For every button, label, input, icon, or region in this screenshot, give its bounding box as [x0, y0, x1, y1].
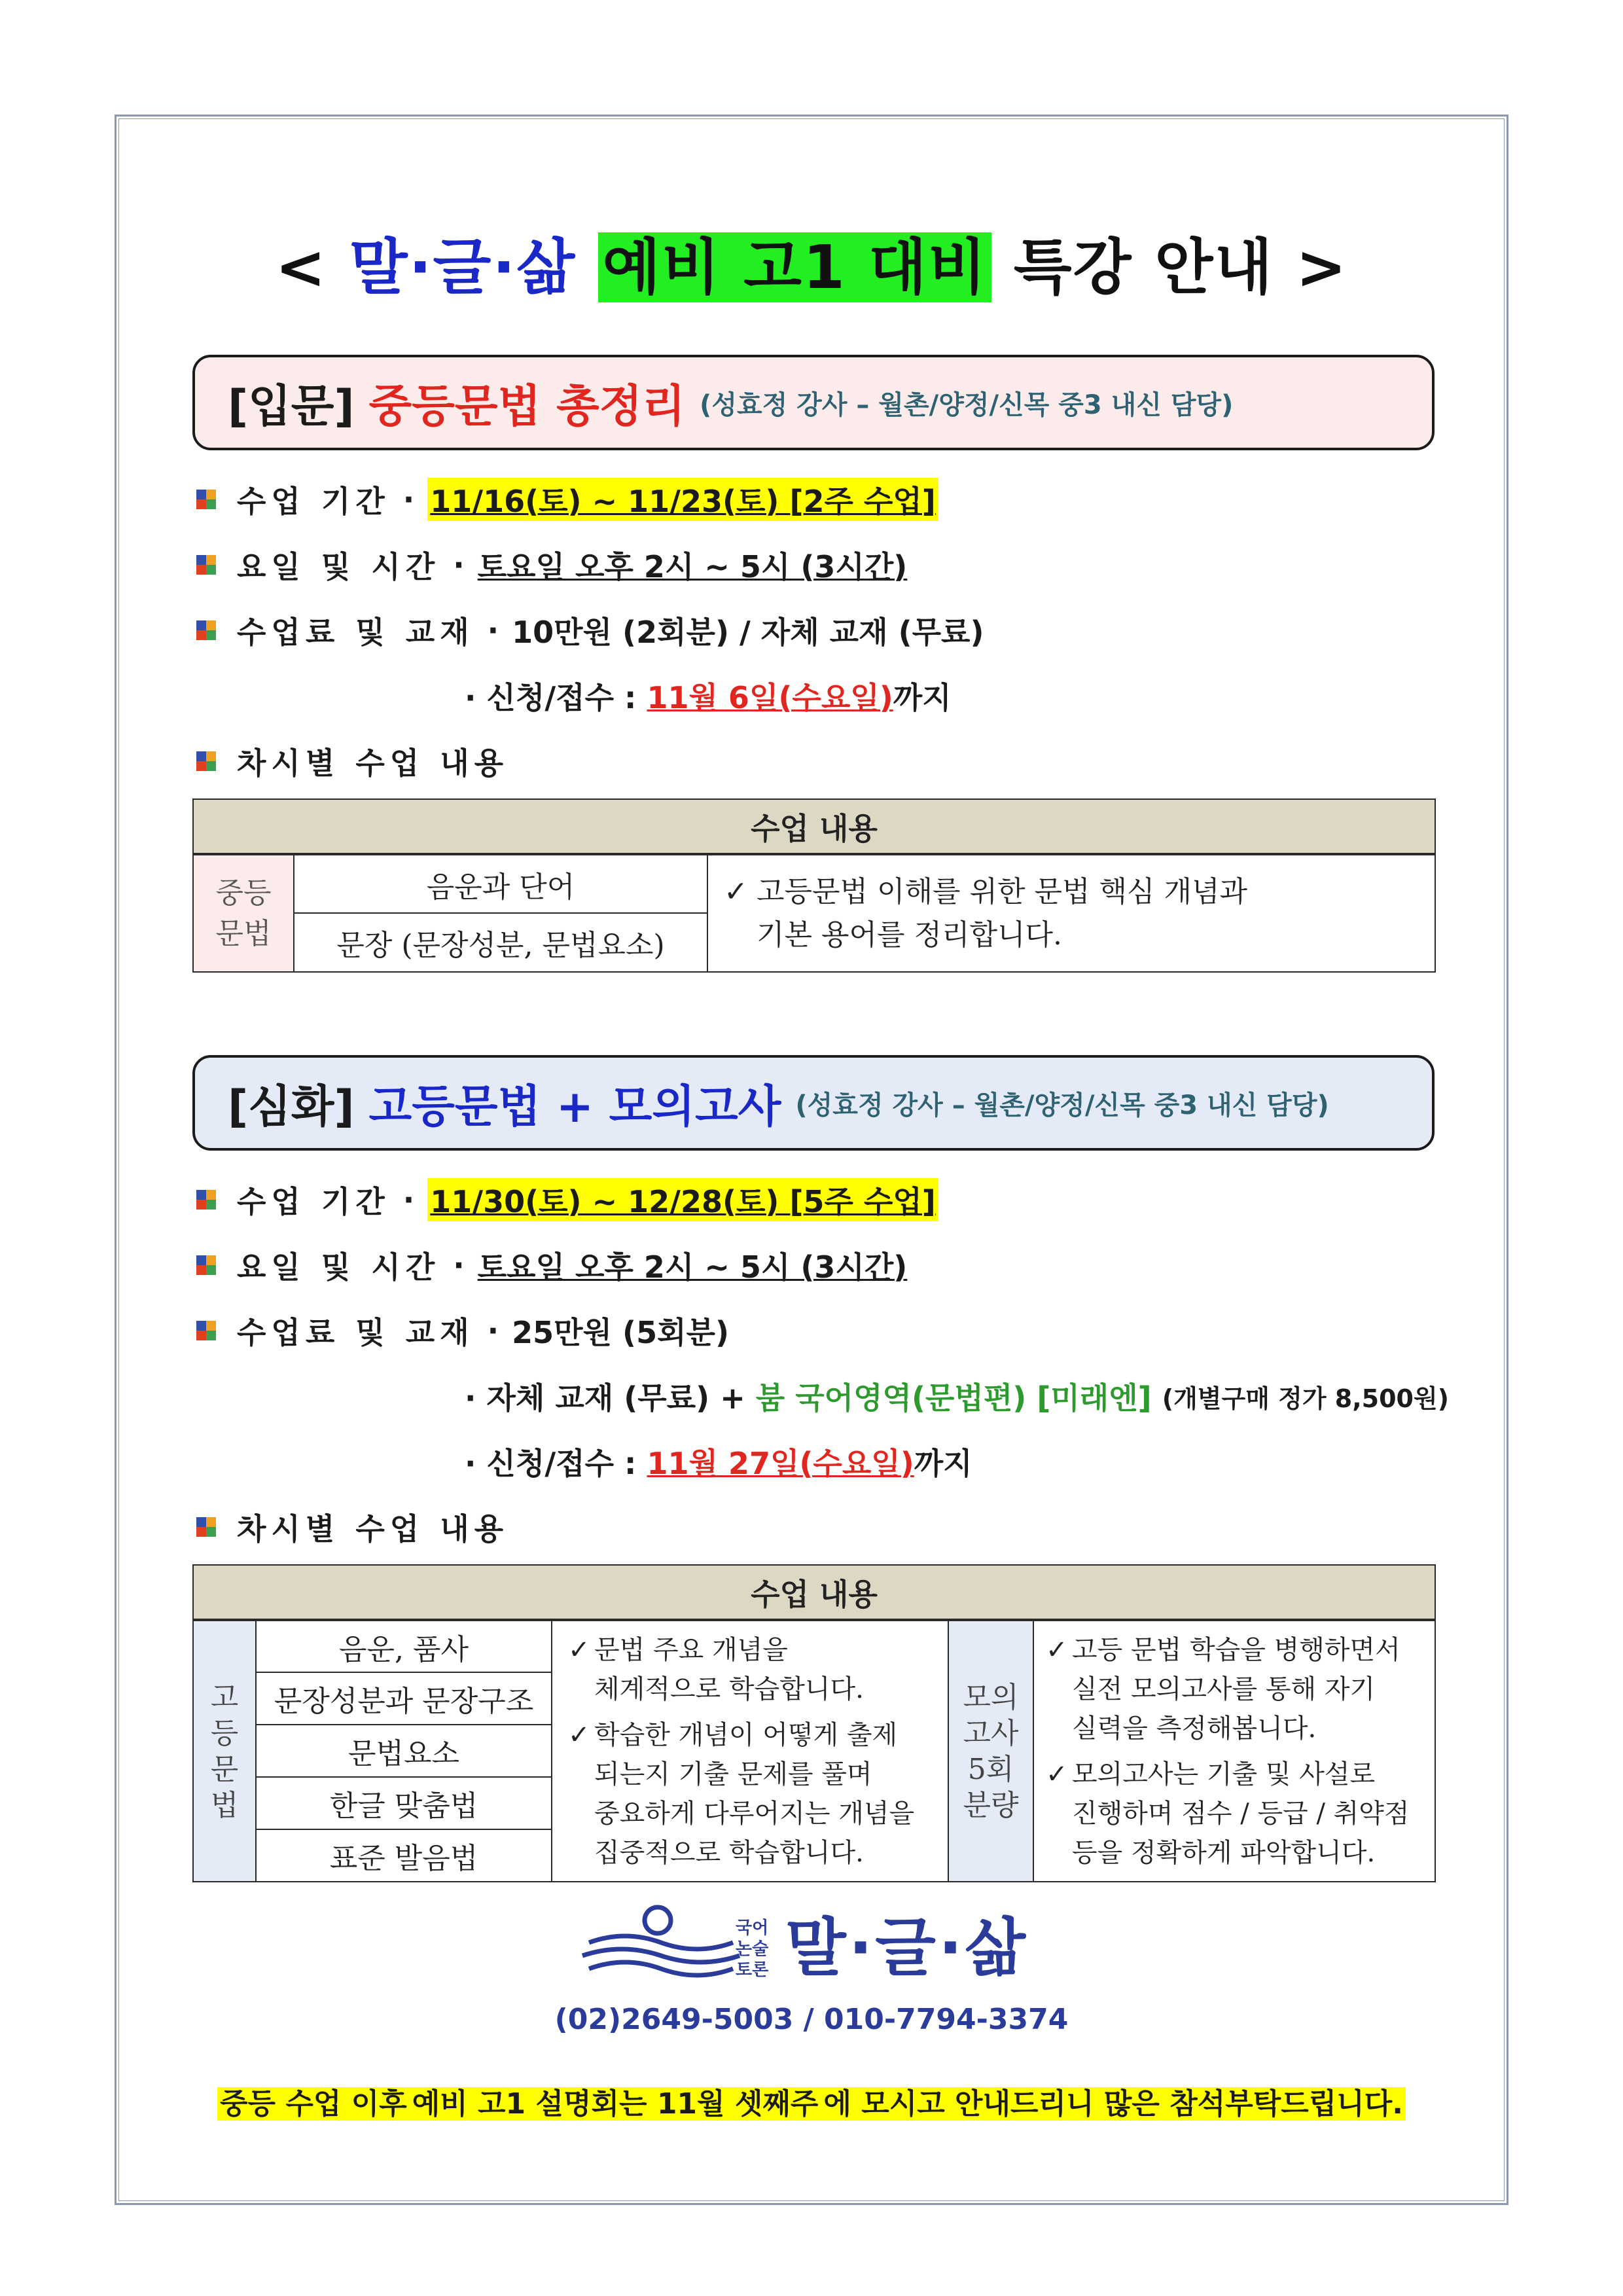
section1-period-row — [196, 476, 938, 522]
section2-content-label: 차시별 수업 내용 — [237, 1511, 509, 1547]
desc-line: 중요하게 다루어지는 개념을 — [594, 1798, 915, 1829]
section2-table-side — [193, 1620, 256, 1882]
section1-table-side — [193, 854, 294, 972]
mock-line: 5회 — [967, 1752, 1014, 1786]
logo-name: 말·글·삶 — [785, 1911, 1029, 1984]
table-topic: 문장성분과 문장구조 — [256, 1672, 552, 1725]
section2-teacher: (성효정 강사 – 월촌/양정/신목 중3 내신 담당) — [795, 1090, 1329, 1121]
separator-dot: · — [453, 547, 465, 583]
section2-time-label: 요일 및 시간 — [237, 1249, 440, 1285]
check-icon: ✓ — [568, 1634, 590, 1665]
page-title — [0, 219, 1623, 306]
desc-line: 고등 문법 학습을 병행하면서 — [1072, 1634, 1400, 1665]
title-open: < — [275, 232, 327, 302]
section2-apply-prefix: · 신청/접수 : — [465, 1446, 637, 1481]
desc-line: 실력을 측정해봅니다. — [1072, 1713, 1317, 1744]
section1-fee-value: 10만원 (2회분) / 자체 교재 (무료) — [512, 615, 984, 650]
check-icon: ✓ — [1046, 1759, 1068, 1789]
check-item — [568, 1630, 935, 1709]
check-icon: ✓ — [568, 1719, 590, 1750]
section1-apply-suffix: 까지 — [893, 680, 952, 715]
logo-small-line: 논술 — [736, 1939, 769, 1959]
mock-line: 분량 — [963, 1788, 1019, 1822]
section2-tag: [심화] — [228, 1081, 355, 1133]
side-line1: 중등 — [215, 876, 272, 910]
section1-header — [192, 355, 1435, 450]
bullet-icon — [196, 1255, 216, 1275]
section1-fee-row — [196, 607, 984, 653]
title-brand: 말·글·삶 — [349, 232, 577, 302]
section2-book-price: (개별구매 정가 8,500원) — [1162, 1384, 1450, 1413]
section1-period-value: 11/16(토) ~ 11/23(토) [2주 수업] — [427, 478, 938, 521]
section2-apply-suffix: 까지 — [914, 1446, 972, 1481]
title-rest: 특강 안내 — [1013, 232, 1274, 302]
bullet-icon — [196, 751, 216, 771]
section1-apply-prefix: · 신청/접수 : — [465, 680, 637, 715]
footer-notice — [0, 2080, 1623, 2122]
section2-topic: 고등문법 + 모의고사 — [368, 1081, 781, 1133]
section2-apply-date: 11월 27일(수요일) — [647, 1446, 914, 1481]
notice-part1: 중등 수업 이후 — [217, 2087, 410, 2121]
table-topic: 음운, 품사 — [256, 1620, 552, 1672]
section2-table-desc1 — [552, 1620, 948, 1882]
side-char: 등 — [210, 1716, 239, 1750]
section2-apply-row — [465, 1439, 972, 1484]
section1-content-row — [196, 738, 508, 784]
section2-table-desc2 — [1033, 1620, 1435, 1882]
check-item — [568, 1715, 935, 1873]
side-char: 법 — [210, 1788, 239, 1822]
section1-topic: 중등문법 총정리 — [368, 380, 686, 433]
bullet-icon — [196, 1517, 216, 1537]
desc-line: 기본 용어를 정리합니다. — [757, 918, 1062, 952]
section1-table-desc — [707, 854, 1435, 972]
desc-line: 체계적으로 학습합니다. — [594, 1674, 864, 1704]
section1-fee-label: 수업료 및 교재 — [237, 615, 474, 650]
section1-time-value: 토요일 오후 2시 ~ 5시 (3시간) — [477, 549, 908, 584]
section2-time-value: 토요일 오후 2시 ~ 5시 (3시간) — [477, 1249, 908, 1285]
bullet-icon — [196, 490, 216, 509]
section1-table-header: 수업 내용 — [193, 799, 1435, 854]
section2-content-row — [196, 1504, 508, 1550]
check-icon: ✓ — [1046, 1634, 1068, 1665]
side-char: 문 — [210, 1752, 239, 1786]
table-topic: 표준 발음법 — [256, 1829, 552, 1882]
desc-line: 진행하며 점수 / 등급 / 취약점 — [1072, 1798, 1410, 1829]
separator-dot: · — [487, 613, 499, 648]
desc-line: 고등문법 이해를 위한 문법 핵심 개념과 — [757, 874, 1247, 908]
separator-dot: · — [453, 1247, 465, 1283]
desc-line: 모의고사는 기출 및 사설로 — [1072, 1759, 1376, 1789]
desc-line: 문법 주요 개념을 — [594, 1634, 788, 1665]
separator-dot: · — [402, 482, 415, 517]
section2-period-row — [196, 1177, 938, 1223]
title-close: > — [1296, 232, 1348, 302]
section1-time-label: 요일 및 시간 — [237, 549, 440, 584]
section1-time-row — [196, 542, 907, 588]
section1-tag: [입문] — [228, 380, 355, 433]
mock-line: 고사 — [963, 1716, 1019, 1750]
contact-phone: (02)2649-5003 / 010-7794-3374 — [554, 2003, 1069, 2036]
check-item — [724, 870, 1421, 957]
desc-line: 집중적으로 학습합니다. — [594, 1837, 864, 1868]
mock-line: 모의 — [963, 1680, 1019, 1714]
desc-line: 학습한 개념이 어떻게 출제 — [594, 1719, 898, 1750]
desc-line: 되는지 기출 문제를 풀며 — [594, 1759, 872, 1789]
section1-apply-date: 11월 6일(수요일) — [647, 680, 893, 715]
table-topic: 한글 맞춤법 — [256, 1777, 552, 1829]
section1-apply-row — [465, 673, 952, 719]
table-topic: 문장 (문장성분, 문법요소) — [294, 913, 707, 972]
section2-book-prefix: · 자체 교재 (무료) + — [465, 1380, 745, 1416]
bullet-icon — [196, 555, 216, 575]
logo-subtitle — [736, 1918, 768, 1981]
section2-table-header: 수업 내용 — [193, 1565, 1435, 1620]
section2-fee-row — [196, 1308, 729, 1354]
notice-part3: 에 모시고 안내드리니 많은 참석부탁드립니다. — [821, 2087, 1406, 2121]
side-line2: 문법 — [215, 916, 272, 950]
desc-line: 실전 모의고사를 통해 자기 — [1072, 1674, 1376, 1704]
section2-book-row — [465, 1373, 1449, 1419]
check-item — [1046, 1630, 1428, 1748]
check-icon: ✓ — [724, 874, 748, 908]
section2-book-name: 붐 국어영역(문법편) [미래엔] — [755, 1380, 1152, 1416]
bullet-icon — [196, 1321, 216, 1340]
section2-time-row — [196, 1242, 907, 1288]
section2-table-mock — [948, 1620, 1033, 1882]
section1-content-label: 차시별 수업 내용 — [237, 745, 509, 781]
check-item — [1046, 1755, 1428, 1873]
notice-part2: 예비 고1 설명회는 11월 셋째주 — [410, 2087, 821, 2121]
section2-fee-value: 25만원 (5회분) — [512, 1315, 729, 1350]
bullet-icon — [196, 620, 216, 640]
logo-small-line: 국어 — [736, 1918, 769, 1938]
table-topic: 문법요소 — [256, 1725, 552, 1777]
side-char: 고 — [210, 1680, 239, 1714]
table-topic: 음운과 단어 — [294, 854, 707, 913]
separator-dot: · — [402, 1182, 415, 1217]
desc-line: 등을 정확하게 파악합니다. — [1072, 1837, 1376, 1868]
section2-table — [192, 1564, 1436, 1882]
separator-dot: · — [487, 1313, 499, 1348]
logo-small-line: 토론 — [736, 1960, 769, 1980]
bullet-icon — [196, 1190, 216, 1210]
section1-table — [192, 798, 1436, 973]
section1-period-label: 수업 기간 — [237, 484, 390, 519]
section2-header — [192, 1055, 1435, 1151]
section2-fee-label: 수업료 및 교재 — [237, 1315, 474, 1350]
title-highlight: 예비 고1 대비 — [598, 232, 991, 302]
section2-period-value: 11/30(토) ~ 12/28(토) [5주 수업] — [427, 1178, 938, 1221]
section1-teacher: (성효정 강사 – 월촌/양정/신목 중3 내신 담당) — [700, 389, 1234, 420]
section2-period-label: 수업 기간 — [237, 1184, 390, 1219]
